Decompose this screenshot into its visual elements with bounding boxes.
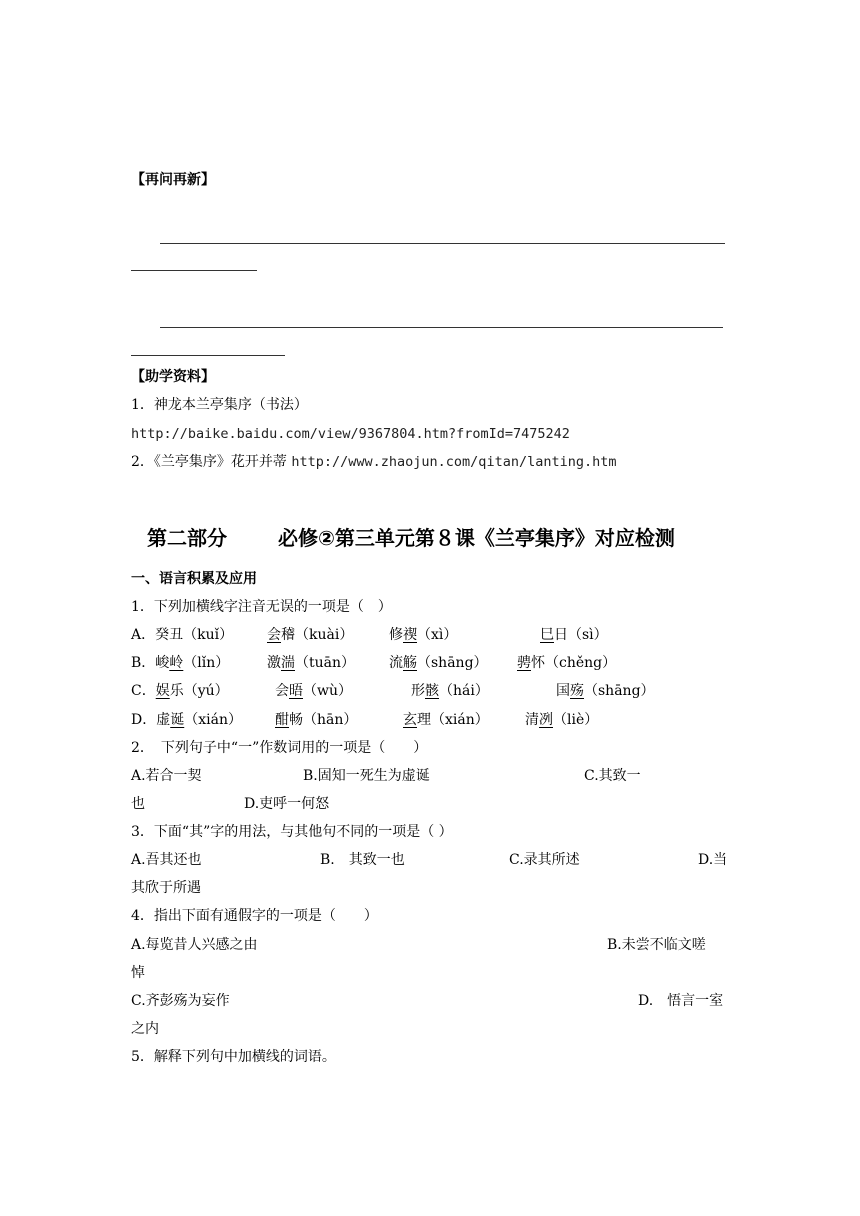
q3-option-b: B. 其致一也 [320,852,405,868]
q1-d-word3: 玄理（xián） [403,712,489,728]
q1-stem: 1．下列加横线字注音无误的一项是（ ） [131,599,392,615]
resource-link-2[interactable]: http://www.zhaojun.com/qitan/lanting.htm [291,454,617,470]
q1-d-word4: 清冽（liè） [525,712,599,728]
q1-c-word3: 形骸（hái） [411,683,489,699]
resource-link-1[interactable]: http://baike.baidu.com/view/9367804.htm?fromId=7475242 [131,426,570,442]
q2-option-c: C.其致一 [584,768,641,784]
resource-item-2-label: 2．《兰亭集序》花开并蒂 [131,454,287,470]
section1-heading: 一、语言积累及应用 [131,571,257,587]
answer-line-2a [160,327,723,328]
reask-heading: 【再问再新】 [131,172,215,188]
q3-option-a: A.吾其还也 [131,852,202,868]
q2-option-c-cont: 也 [131,796,145,812]
q1-a-word3: 修禊（xì） [389,627,458,643]
q1-d-word2: 酣畅（hān） [275,712,358,728]
q1-a-word4: 巳日（sì） [540,627,608,643]
q3-option-c: C.录其所述 [509,852,580,868]
q4-option-a: A.每览昔人兴感之由 [131,937,258,953]
q5-stem: 5．解释下列句中加横线的词语。 [131,1049,336,1065]
answer-line-2b [131,355,285,356]
resource-item-1: 1．神龙本兰亭集序（书法） [131,397,308,413]
q4-option-b: B.未尝不临文嗟 [607,937,706,953]
part2-title-b: 必修②第三单元第８课《兰亭集序》对应检测 [278,526,675,550]
q1-option-c: C．娱乐（yú） [131,683,229,699]
answer-line-1a [160,243,725,244]
q1-b-word4: 骋怀（chěng） [517,655,617,671]
resources-heading: 【助学资料】 [131,369,215,385]
q4-option-b-cont: 悼 [131,965,145,981]
q4-option-c: C.齐彭殇为妄作 [131,993,230,1009]
q2-option-a: A.若合一契 [131,768,202,784]
q4-option-d-cont: 之内 [131,1021,159,1037]
q1-option-a: A．癸丑（kuǐ） [131,627,234,643]
q3-stem: 3．下面“其”字的用法，与其他句不同的一项是（ ） [131,824,453,840]
q3-option-d: D.当 [698,852,728,868]
q1-option-d: D．虚诞（xián） [131,712,242,728]
q1-a-word2: 会稽（kuài） [267,627,354,643]
q2-option-b: B.固知一死生为虚诞 [303,768,430,784]
q1-c-word2: 会晤（wù） [275,683,352,699]
q1-c-word4: 国殇（shāng） [556,683,655,699]
resource-item-2 [131,453,616,471]
q2-option-d: D.吏呼一何怒 [244,796,330,812]
part2-title-a: 第二部分 [147,526,227,550]
q1-b-word3: 流觞（shāng） [389,655,488,671]
q4-stem: 4．指出下面有通假字的一项是（ ） [131,908,378,924]
q3-option-d-cont: 其欣于所遇 [131,880,201,896]
q2-stem: 2． 下列句子中“一”作数词用的一项是（ ） [131,740,428,756]
q4-option-d: D. 悟言一室 [638,993,724,1009]
q1-b-word2: 激湍（tuān） [267,655,356,671]
q1-option-b: B．峻岭（lǐn） [131,655,230,671]
answer-line-1b [131,270,257,271]
